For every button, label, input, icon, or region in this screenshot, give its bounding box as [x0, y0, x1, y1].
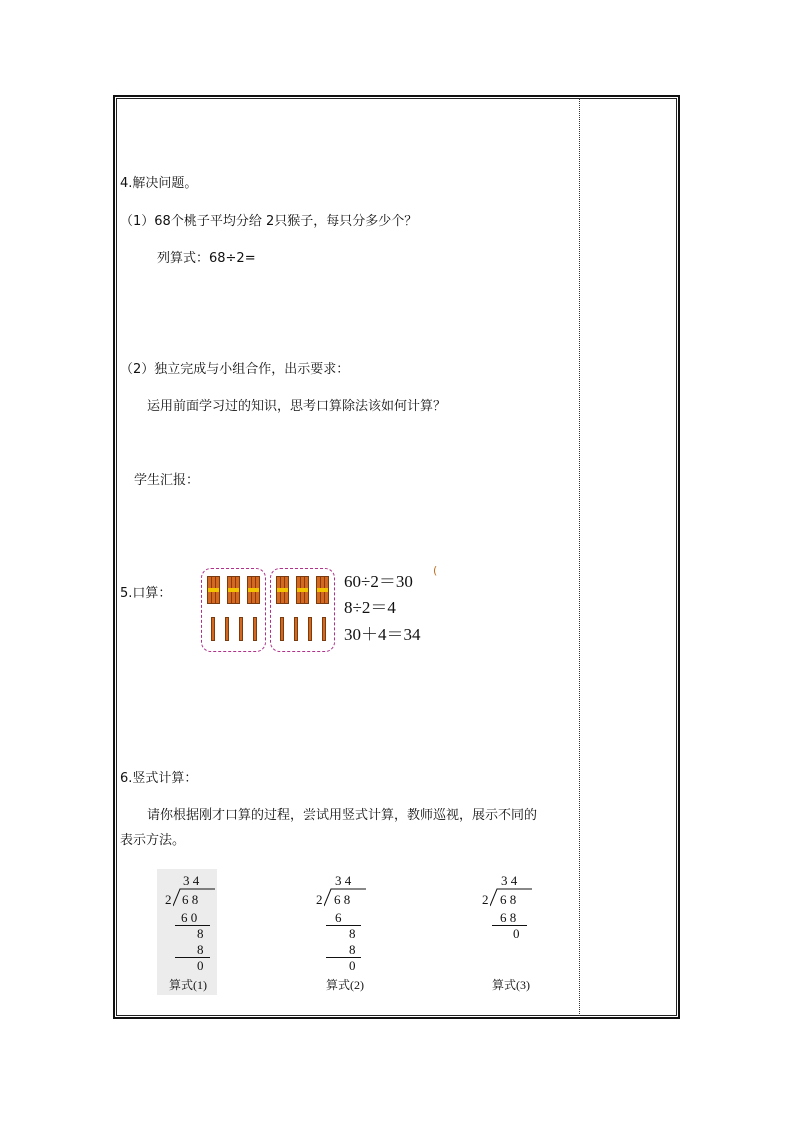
mental-equation-1: 60÷2＝30: [344, 572, 413, 591]
single-stick: [211, 617, 215, 641]
calc1-remainder2: 0: [197, 958, 204, 973]
ten-stick-bundle: [316, 576, 329, 604]
question-1: （1）68个桃子平均分给 2只猴子，每只分多少个？: [120, 214, 418, 229]
ten-stick-bundle: [247, 576, 260, 604]
section5-heading: 5.口算：: [120, 586, 172, 601]
section4-heading: 4.解决问题。: [120, 176, 198, 191]
question-2: （2）独立完成与小组合作，出示要求：: [120, 362, 350, 377]
calc3-quotient: 3 4: [501, 873, 518, 888]
section6-heading: 6.竖式计算：: [120, 771, 198, 786]
calc2-rule2: [326, 957, 361, 958]
mental-equation-3: 30＋4＝34: [344, 625, 421, 644]
calc1-quotient: 3 4: [183, 873, 200, 888]
calc2-step1: 6: [335, 910, 342, 925]
question-2-requirement: 运用前面学习过的知识，思考口算除法该如何计算？: [147, 399, 447, 414]
single-stick: [225, 617, 229, 641]
single-stick: [253, 617, 257, 641]
calc1-step2: 8: [197, 942, 204, 957]
calc1-step1: 6 0: [181, 910, 198, 925]
calc1-rule2: [175, 957, 210, 958]
calc1-caption: 算式(1): [169, 978, 207, 992]
margin-bracket: (: [433, 564, 438, 577]
single-stick: [308, 617, 312, 641]
calc2-remainder1: 8: [349, 926, 356, 941]
calc2-caption: 算式(2): [326, 978, 364, 992]
ten-stick-bundle: [207, 576, 220, 604]
calc1-dividend: 6 8: [182, 892, 199, 907]
calc2-dividend: 6 8: [334, 892, 351, 907]
calc2-divisor: 2: [316, 892, 323, 907]
calc1-rule1: [175, 925, 210, 926]
calc3-rule1: [492, 925, 527, 926]
calc2-step2: 8: [349, 942, 356, 957]
student-report: 学生汇报：: [134, 473, 200, 488]
calc2-quotient: 3 4: [335, 873, 352, 888]
section6-instruction-line2: 表示方法。: [120, 833, 186, 848]
single-stick: [239, 617, 243, 641]
single-stick: [280, 617, 284, 641]
calc3-step1: 6 8: [500, 910, 517, 925]
calc3-remainder1: 0: [513, 926, 520, 941]
calc2-rule1: [326, 925, 361, 926]
single-stick: [322, 617, 326, 641]
ten-stick-bundle: [296, 576, 309, 604]
calc2-remainder2: 0: [349, 958, 356, 973]
calc1-divisor: 2: [165, 892, 172, 907]
calc1-remainder1: 8: [197, 926, 204, 941]
calc3-dividend: 6 8: [500, 892, 517, 907]
mental-equation-2: 8÷2＝4: [344, 598, 396, 617]
ten-stick-bundle: [276, 576, 289, 604]
single-stick: [294, 617, 298, 641]
question-1-formula: 列算式：68÷2=: [157, 251, 256, 266]
calc3-caption: 算式(3): [492, 978, 530, 992]
column-divider: [579, 98, 580, 1016]
ten-stick-bundle: [227, 576, 240, 604]
section6-instruction-line1: 请你根据刚才口算的过程，尝试用竖式计算，教师巡视，展示不同的: [147, 808, 538, 823]
calc3-divisor: 2: [482, 892, 489, 907]
